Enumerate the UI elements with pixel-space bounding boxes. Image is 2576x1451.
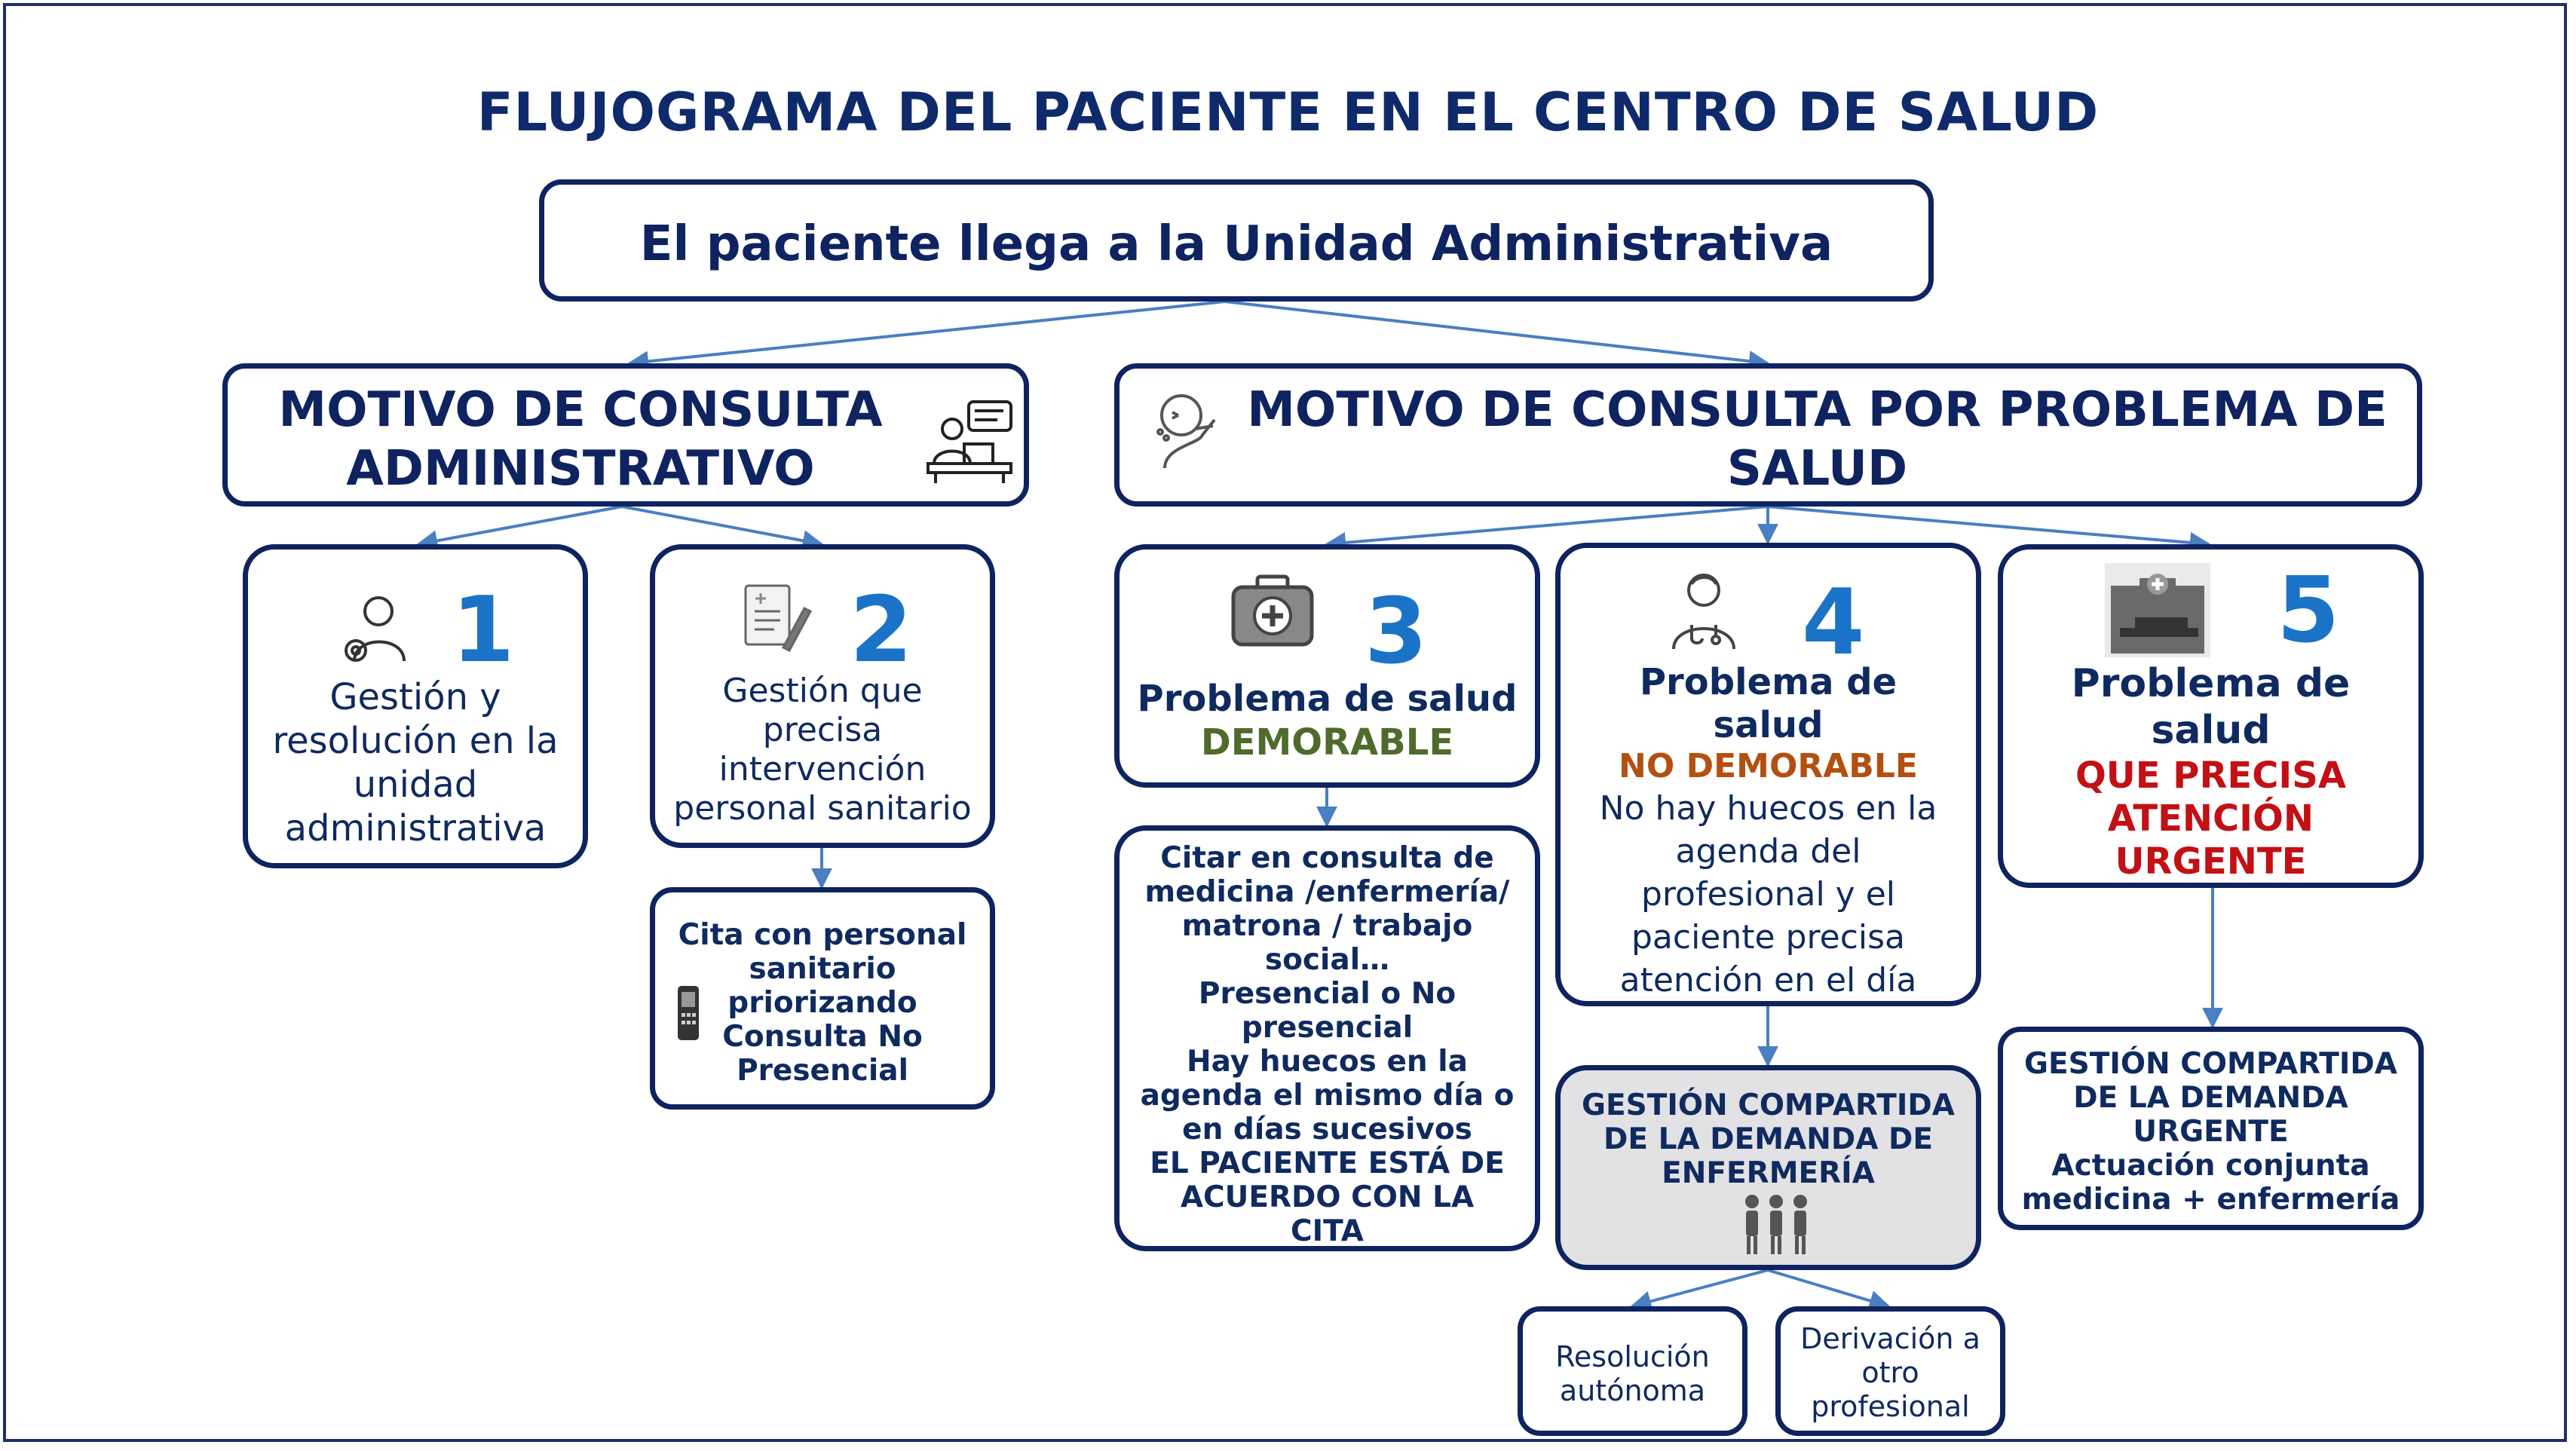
node-4-line: agenda del	[1675, 832, 1861, 871]
node-2-line: precisa	[762, 711, 883, 749]
health-motive-line1: MOTIVO DE CONSULTA POR PROBLEMA DE	[1247, 382, 2388, 438]
node-3-result-line: Hay huecos en la	[1187, 1045, 1468, 1079]
node-5-tag-line: URGENTE	[2115, 840, 2307, 883]
connector-health-node5	[1768, 507, 2209, 544]
node-2-result-line: Cita con personal	[678, 918, 967, 952]
node-3-result-line: ACUERDO CON LA	[1180, 1180, 1475, 1214]
diagram-title: FLUJOGRAMA DEL PACIENTE EN EL CENTRO DE SALUD	[476, 81, 2100, 143]
node-4-heading-line2: salud	[1713, 704, 1824, 746]
leaf-b-line: Derivación a	[1800, 1322, 1980, 1355]
node-1-line: resolución en la	[272, 720, 559, 762]
node-4-number: 4	[1802, 571, 1865, 675]
node-3-result-line: agenda el mismo día o	[1140, 1079, 1515, 1113]
node-3-result-line: EL PACIENTE ESTÁ DE	[1150, 1146, 1505, 1180]
node-4-line: atención en el día	[1619, 961, 1917, 999]
node-2-number: 2	[850, 578, 913, 683]
desk-worker-chat-icon	[925, 399, 1015, 485]
node-3-result-line: matrona / trabajo	[1181, 909, 1473, 943]
node-4-result-line: DE LA DEMANDA DE	[1603, 1122, 1933, 1156]
node-3-result-line: Citar en consulta de	[1160, 841, 1494, 875]
connector-node4result-leafa	[1632, 1270, 1768, 1306]
node-4-line: No hay huecos en la	[1599, 789, 1937, 828]
doctor-stethoscope-icon	[1666, 569, 1741, 652]
connector-health-node3	[1327, 507, 1768, 544]
node-2-result-line: Consulta No	[722, 1020, 923, 1054]
leaf-b-line: otro	[1861, 1356, 1919, 1389]
node-1-line: Gestión y	[329, 676, 501, 718]
node-4-result	[1555, 1065, 1981, 1270]
connector-admin-node1	[418, 507, 622, 544]
node-3-result-line: CITA	[1291, 1214, 1364, 1248]
node-3	[1114, 544, 1540, 788]
connector-root-health	[1225, 302, 1768, 363]
node-2-line: Gestión que	[722, 672, 923, 710]
node-3-number: 3	[1365, 580, 1428, 684]
node-3-result-line: social…	[1264, 943, 1390, 977]
node-2-result	[650, 887, 995, 1110]
node-2-result-line: priorizando	[727, 986, 917, 1020]
node-1-number: 1	[452, 578, 515, 683]
node-2-line: intervención	[718, 750, 927, 788]
node-5-tag-line: ATENCIÓN	[2107, 797, 2314, 840]
leaf-resolucion-autonoma	[1518, 1306, 1747, 1436]
node-5-result-line: Actuación conjunta	[2051, 1149, 2370, 1183]
first-aid-kit-icon	[1229, 574, 1316, 649]
health-motive-line2: SALUD	[1726, 441, 1908, 497]
node-2-line: personal sanitario	[673, 789, 972, 828]
node-5-heading-line1: Problema de	[2071, 661, 2351, 706]
health-motive-node	[1114, 363, 2422, 507]
node-5-result-line: medicina + enfermería	[2021, 1183, 2400, 1217]
connector-root-admin	[629, 302, 1225, 363]
node-1	[243, 544, 588, 868]
root-node	[539, 179, 1934, 302]
leaf-b-line: profesional	[1811, 1390, 1970, 1423]
node-5-tag-line: QUE PRECISA	[2075, 755, 2346, 797]
node-3-result-line: medicina /enfermería/	[1144, 875, 1510, 909]
node-5	[1998, 544, 2424, 888]
clipboard-pen-icon	[738, 581, 813, 657]
node-5-result-line: URGENTE	[2133, 1115, 2289, 1149]
nurses-group-icon	[1740, 1191, 1812, 1257]
node-4	[1555, 543, 1981, 1006]
node-5-number: 5	[2277, 559, 2340, 663]
node-5-result	[1998, 1027, 2424, 1230]
connector-admin-node2	[622, 507, 822, 544]
node-4-line: profesional y el	[1641, 875, 1895, 914]
node-1-line: administrativa	[284, 807, 547, 849]
node-3-result-line: presencial	[1241, 1011, 1414, 1045]
node-2	[650, 544, 995, 848]
node-4-result-line: GESTIÓN COMPARTIDA	[1582, 1088, 1955, 1122]
node-2-result-line: Presencial	[737, 1054, 908, 1088]
node-5-result-line: DE LA DEMANDA	[2073, 1081, 2348, 1115]
admin-motive-line1: MOTIVO DE CONSULTA	[278, 382, 883, 438]
node-3-result-line: en días sucesivos	[1182, 1113, 1472, 1146]
leaf-derivacion-otro-profesional	[1775, 1306, 2005, 1436]
root-label: El paciente llega a la Unidad Administrativa	[639, 216, 1833, 272]
hospital-bed-icon	[2105, 563, 2210, 657]
leaf-a-line: autónoma	[1559, 1374, 1706, 1407]
user-gear-icon	[335, 593, 410, 669]
node-2-result-line: sanitario	[749, 952, 896, 986]
leaf-a-line: Resolución	[1555, 1340, 1710, 1373]
admin-motive-line2: ADMINISTRATIVO	[346, 441, 815, 497]
node-4-heading-line1: Problema de	[1639, 661, 1898, 703]
node-5-result-line: GESTIÓN COMPARTIDA	[2024, 1047, 2397, 1081]
node-4-line: paciente precisa	[1631, 918, 1905, 957]
node-3-heading: Problema de salud	[1137, 678, 1518, 720]
node-1-line: unidad	[353, 764, 478, 806]
node-3-result-line: Presencial o No	[1198, 977, 1456, 1011]
connector-node4result-leafb	[1768, 1270, 1888, 1306]
node-4-tag: NO DEMORABLE	[1619, 747, 1918, 785]
admin-motive-node	[222, 363, 1029, 507]
node-4-result-line: ENFERMERÍA	[1662, 1156, 1875, 1190]
sneezing-person-icon	[1150, 390, 1225, 473]
node-3-tag: DEMORABLE	[1200, 721, 1454, 764]
node-3-result	[1114, 825, 1540, 1251]
node-5-heading-line2: salud	[2151, 708, 2271, 753]
